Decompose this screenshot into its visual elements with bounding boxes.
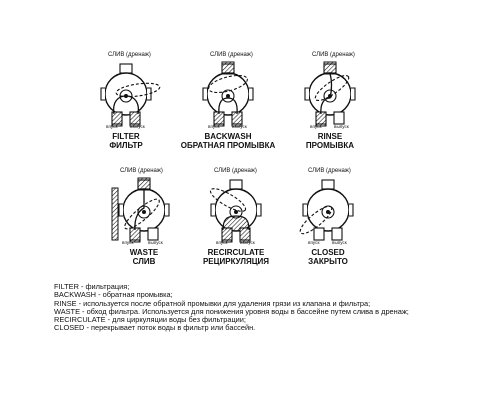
drain-label: СЛИВ (дренаж) (108, 52, 151, 58)
mode-name-ru: ОБРАТНАЯ ПРОМЫВКА (180, 141, 276, 150)
legend-line: RINSE - используется после обратной промывки для удаления грязи из клапана и фильтра; (54, 298, 371, 308)
outlet-label: выпуск (130, 124, 145, 129)
inlet-label: впуск (216, 240, 228, 245)
mode-name-en: RECIRCULATE (207, 248, 265, 257)
mode-name-ru: ЗАКРЫТО (308, 257, 348, 266)
legend-line: FILTER - фильтрация; (54, 282, 130, 291)
mode-name (270, 132, 390, 150)
outlet-label: выпуск (232, 124, 247, 129)
legend-line: RECIRCULATE - для циркуляции воды без фильтрации; (54, 315, 246, 325)
valve-diagram-rinse (290, 52, 370, 172)
mode-name-ru: ПРОМЫВКА (305, 141, 355, 150)
mode-name-en: RINSE (317, 132, 343, 141)
valve-backwash-icon (188, 58, 268, 138)
inlet-label: впуск (208, 124, 220, 129)
inlet-label: впуск (122, 240, 134, 245)
mode-name-ru: ФИЛЬТР (109, 141, 143, 150)
legend-line: WASTE - обход фильтра. Используется для понижения уровня воды в бассейне путем слива в дренаж; (54, 306, 409, 316)
valve-diagram-waste (104, 168, 184, 288)
mode-name-ru: РЕЦИРКУЛЯЦИЯ (202, 257, 270, 266)
drain-label: СЛИВ (дренаж) (214, 168, 257, 174)
valve-waste-icon (104, 174, 184, 254)
mode-name-en: FILTER (112, 132, 140, 141)
valve-diagram-closed (288, 168, 368, 288)
mode-name-en: WASTE (129, 248, 159, 257)
outlet-label: выпуск (332, 240, 347, 245)
valve-diagram-backwash (180, 52, 276, 172)
outlet-label: выпуск (334, 124, 349, 129)
valve-recirculate-icon (196, 174, 276, 254)
drain-label: СЛИВ (дренаж) (210, 52, 253, 58)
inlet-label: впуск (106, 124, 118, 129)
outlet-label: выпуск (240, 240, 255, 245)
mode-name-en: BACKWASH (204, 132, 252, 141)
valve-diagram-filter (86, 52, 166, 172)
legend-line: BACKWASH - обратная промывка; (54, 290, 173, 300)
outlet-label: выпуск (148, 240, 163, 245)
drain-label: СЛИВ (дренаж) (312, 52, 355, 58)
mode-name-en: CLOSED (311, 248, 345, 257)
legend (54, 283, 409, 333)
drain-label: СЛИВ (дренаж) (120, 168, 163, 174)
valve-rinse-icon (290, 58, 370, 138)
valve-filter-icon (86, 58, 166, 138)
mode-name-ru: СЛИВ (132, 257, 156, 266)
inlet-label: впуск (310, 124, 322, 129)
mode-name (268, 248, 388, 266)
legend-line: CLOSED - перекрывает поток воды в фильтр или бассейн. (54, 323, 256, 333)
valve-diagram-recirculate (196, 168, 276, 288)
valve-closed-icon (288, 174, 368, 254)
drain-label: СЛИВ (дренаж) (308, 168, 351, 174)
inlet-label: впуск (308, 240, 320, 245)
